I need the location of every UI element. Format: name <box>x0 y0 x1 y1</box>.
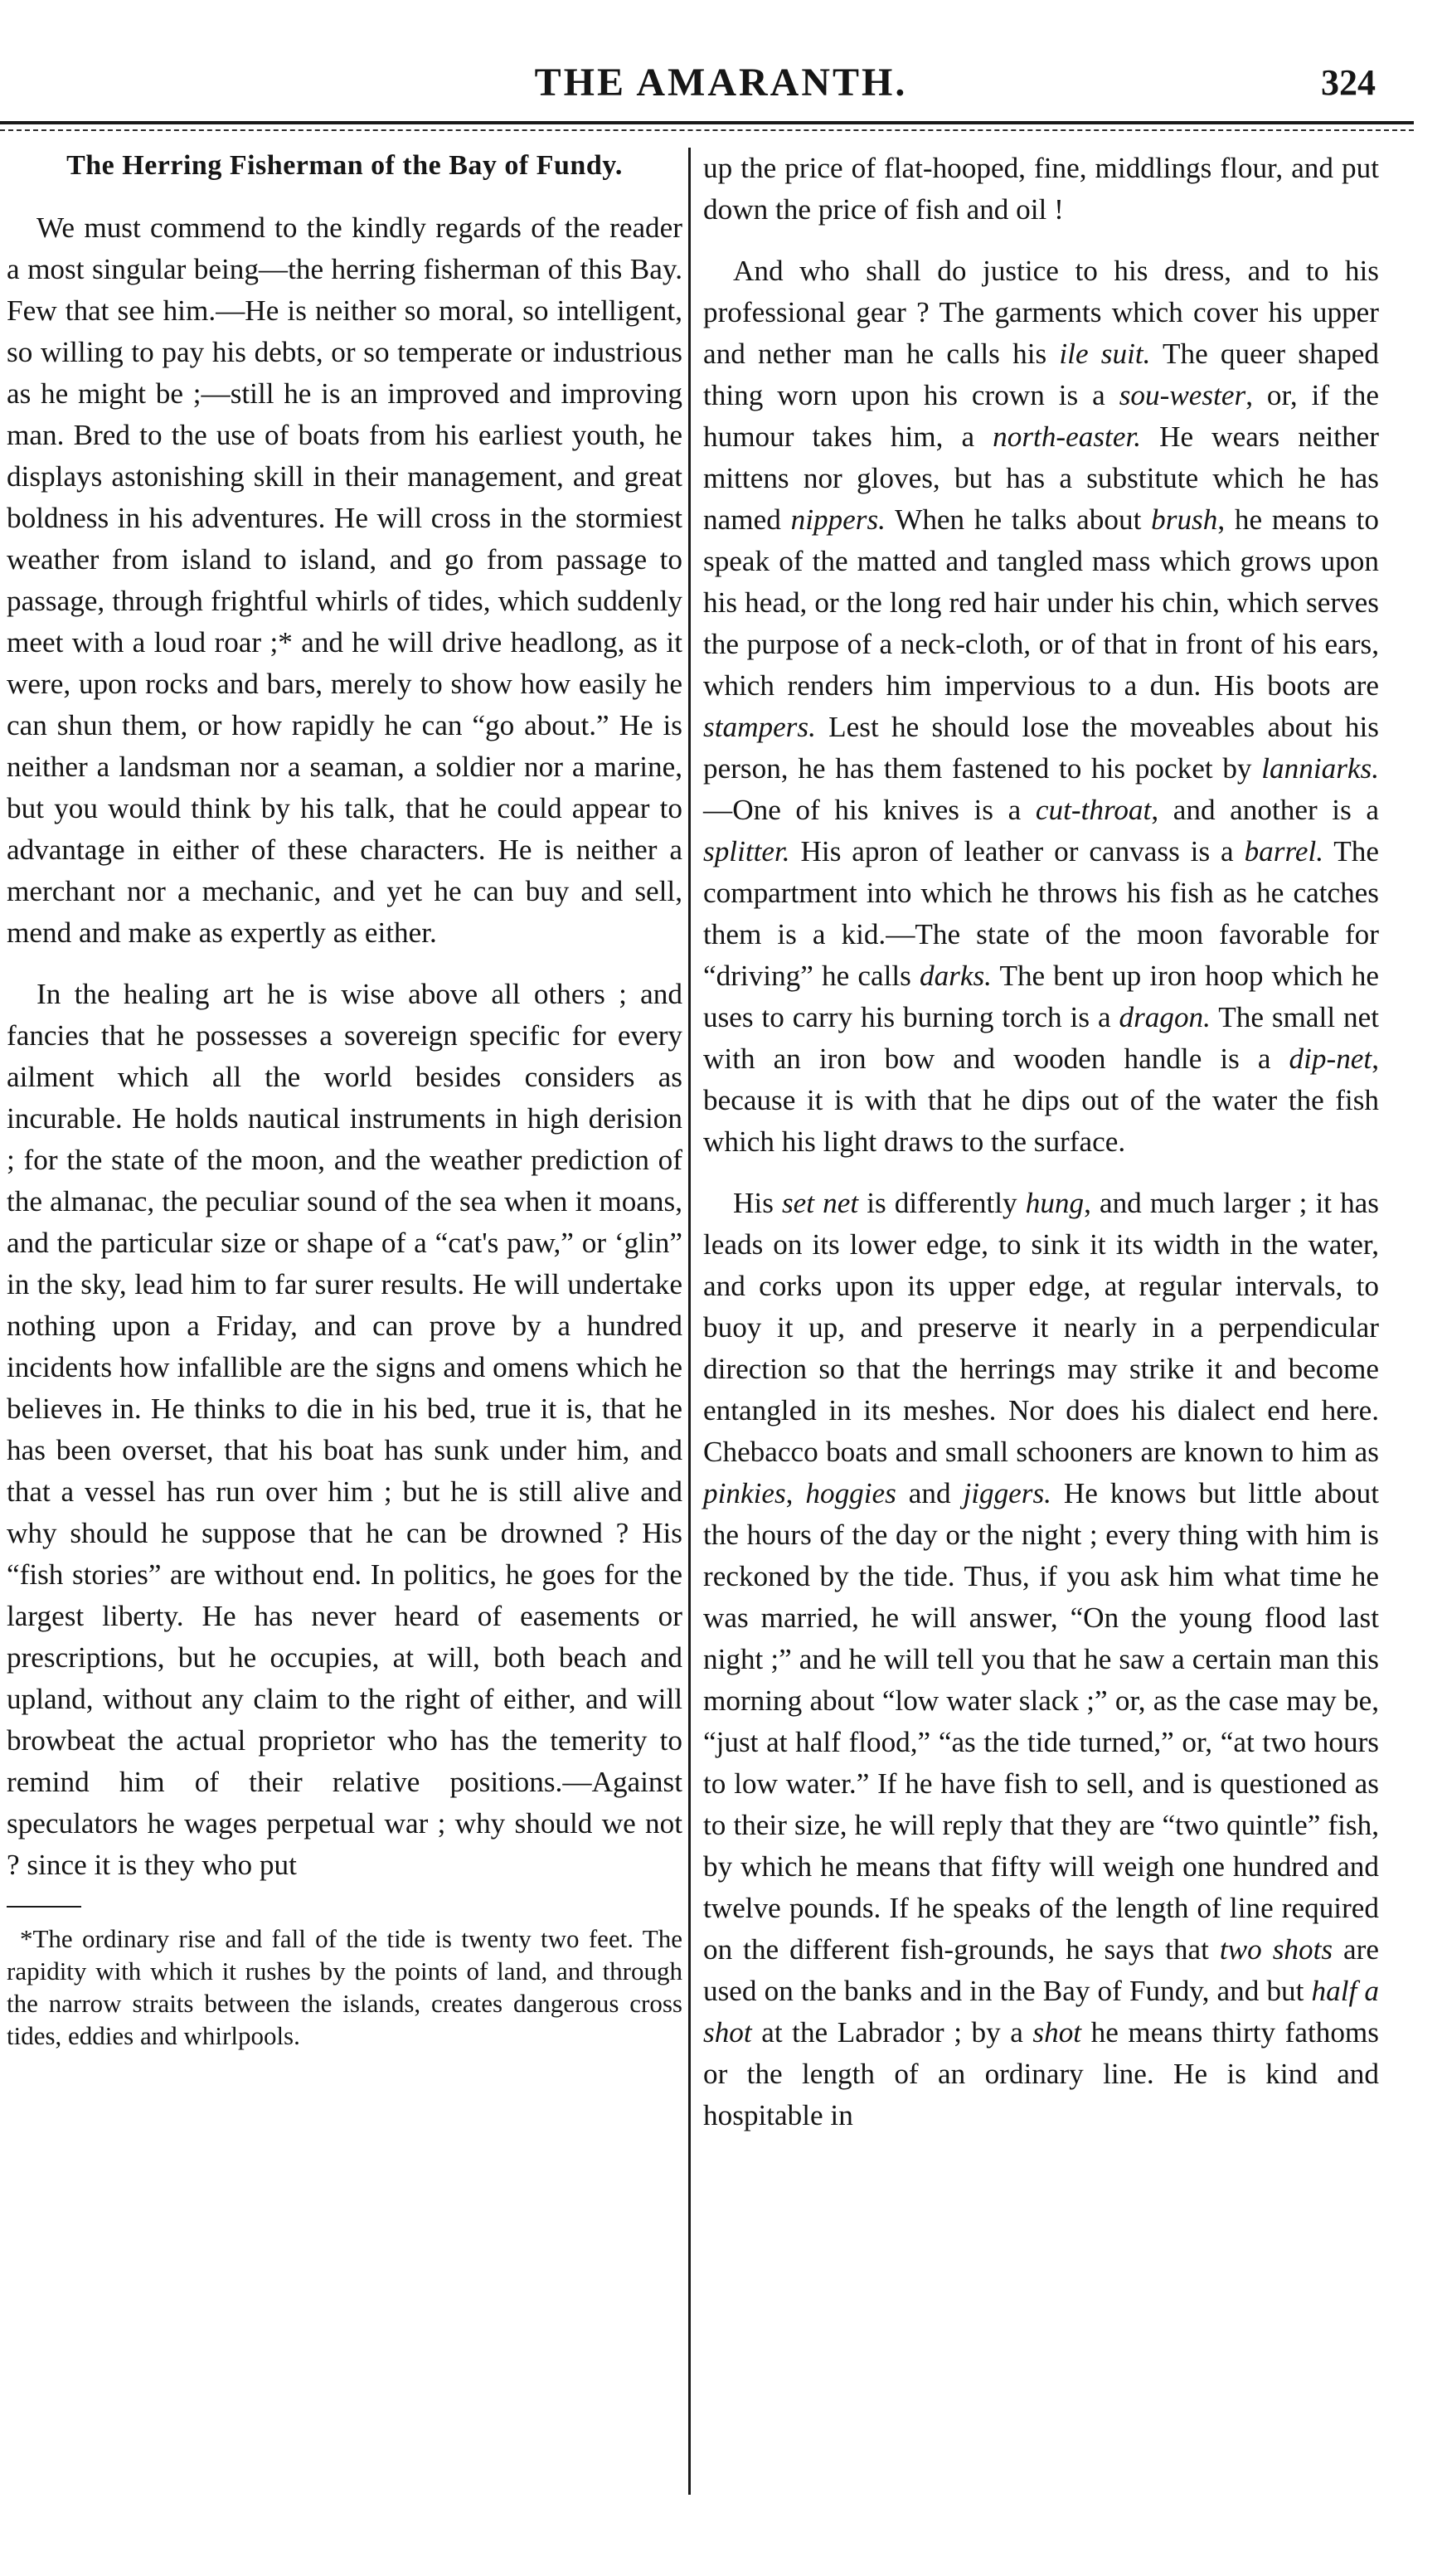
italic-term: dip-net <box>1289 1043 1372 1075</box>
italic-term: darks. <box>919 960 992 992</box>
right-column <box>703 148 1379 2156</box>
italic-term: brush <box>1151 503 1218 536</box>
article-title: The Herring Fisherman of the Bay of Fundy. <box>66 150 623 181</box>
italic-term: hung <box>1025 1187 1085 1219</box>
italic-term: set net <box>781 1187 859 1219</box>
italic-term: stampers. <box>703 711 816 743</box>
paragraph: And who shall do justice to his dress, and to his professional gear ? The garments which cover his upper and nether man he calls his ile suit. The queer shaped thing worn upon his crown is a sou-wester, or, if the humour takes him, a north-easter. He wears neither mittens nor gloves, but has a substitute which he has named nippers. When he talks about brush, he means to speak of the matted and tangled mass which grows upon his head, or the long red hair under his chin, which serves the purpose of a neck-cloth, or of that in front of his ears, which renders him impervious to a dun. His boots are stampers. Lest he should lose the moveables about his person, he has them fastened to his pocket by lanniarks.—One of his knives is a cut-throat, and another is a splitter. His apron of leather or canvass is a barrel. The compartment into which he throws his fish as he catches them is a kid.—The state of the moon favorable for “driving” he calls darks. The bent up iron hoop which he uses to carry his burning torch is a dragon. The small net with an iron bow and wooden handle is a dip-net, because it is with that he dips out of the water the fish which his light draws to the surface. <box>703 255 1380 1158</box>
italic-term: sou-wester <box>1119 379 1246 411</box>
paragraph: In the healing art he is wise above all others ; and fancies that he possesses a sovereign specific for every ailment which all the world besides considers as incurable. He holds nautical instruments in high derision ; for the state of the moon, and the weather prediction of the almanac, the peculiar sound of the sea when it moans, and the particular size or shape of a “cat's paw,” or ‘glin” in the sky, lead him to far surer results. He will undertake nothing upon a Friday, and can prove by a hundred incidents how infallible are the signs and omens which he believes in. He thinks to die in his bed, true it is, that he has been overset, that his boat has sunk under him, and that a vessel has run over him ; but he is still alive and why should he suppose that he can be drowned ? His “fish stories” are without end. In politics, he goes for the largest liberty. He has never heard of easements or prescriptions, but he occupies, at will, both beach and upland, without any claim to the right of either, and will browbeat the actual proprietor who has the temerity to remind him of their relative positions.—Against speculators he wages perpetual war ; why should we not ? since it is they who put <box>7 978 682 1881</box>
italic-term: two shots <box>1219 1933 1333 1966</box>
column-divider <box>688 148 691 2495</box>
footnote-rule <box>7 1906 81 1908</box>
italic-term: shot <box>1032 2016 1082 2049</box>
paragraph: His set net is differently hung, and much larger ; it has leads on its lower edge, to sink it its width in the water, and corks upon its upper edge, at regular intervals, to buoy it up, and preserve it nearly in a perpendicular direction so that the herrings may strike it and become entangled in its meshes. Nor does his dialect end here. Chebacco boats and small schooners are known to him as pinkies, hoggies and jiggers. He knows but little about the hours of the day or the night ; every thing with him is reckoned by the tide. Thus, if you ask him what time he was married, he will answer, “On the young flood last night ;” and he will tell you that he saw a certain man this morning about “low water slack ;” or, as the case may be, “just at half flood,” “as the tide turned,” or, “at two hours to low water.” If he have fish to sell, and is questioned as to their size, he will reply that they are “two quintle” fish, by which he means that fifty will weigh one hundred and twelve pounds. If he speaks of the length of line required on the different fish-grounds, he says that two shots are used on the banks and in the Bay of Fundy, and but half a shot at the Labrador ; by a shot he means thirty fathoms or the length of an ordinary line. He is kind and hospitable in <box>703 1187 1380 2131</box>
italic-term: nippers. <box>790 503 886 536</box>
italic-term: barrel. <box>1244 835 1324 868</box>
header-rule-dashed <box>0 129 1414 131</box>
italic-term: half a shot <box>703 1975 1379 2049</box>
paragraph: We must commend to the kindly regards of the reader a most singular being—the herring fisherman of this Bay. Few that see him.—He is neither so moral, so intelligent, so willing to pay his debts, or so temperate or industrious as he might be ;—still he is an improved and improving man. Bred to the use of boats from his earliest youth, he displays astonishing skill in their management, and great boldness in his adventures. He will cross in the stormiest weather from island to island, and go from passage to passage, through frightful whirls of tides, which suddenly meet with a loud roar ;* and he will drive headlong, as it were, upon rocks and bars, merely to show how easily he can shun them, or how rapidly he can “go about.” He is neither a landsman nor a seaman, a soldier nor a marine, but you would think by his talk, that he could appear to advantage in either of these characters. He is neither a merchant nor a mechanic, and yet he can buy and sell, mend and make as expertly as either. <box>7 211 682 949</box>
italic-term: pinkies <box>703 1477 786 1509</box>
italic-term: jiggers. <box>963 1477 1051 1509</box>
italic-term: ile suit. <box>1059 338 1151 370</box>
left-column <box>7 148 682 2052</box>
italic-term: north-easter. <box>993 420 1142 453</box>
running-head <box>0 58 1442 108</box>
paragraph: up the price of flat-hooped, fine, middlings flour, and put down the price of fish and oil ! <box>703 152 1379 226</box>
footnote: *The ordinary rise and fall of the tide is twenty two feet. The rapidity with which it rushes by the points of land, and through the narrow straits between the islands, creates dangerous cross tides, eddies and whirlpools. <box>7 1924 682 2050</box>
italic-term: lanniarks. <box>1261 752 1379 785</box>
italic-term: dragon. <box>1119 1001 1211 1033</box>
header-rule-solid <box>0 121 1414 124</box>
header-rule <box>0 118 1414 136</box>
italic-term: splitter. <box>703 835 790 868</box>
italic-term: cut-throat <box>1035 794 1152 826</box>
page-number: 324 <box>1321 62 1376 103</box>
masthead-title: THE AMARANTH. <box>534 61 908 104</box>
italic-term: hoggies <box>805 1477 896 1509</box>
